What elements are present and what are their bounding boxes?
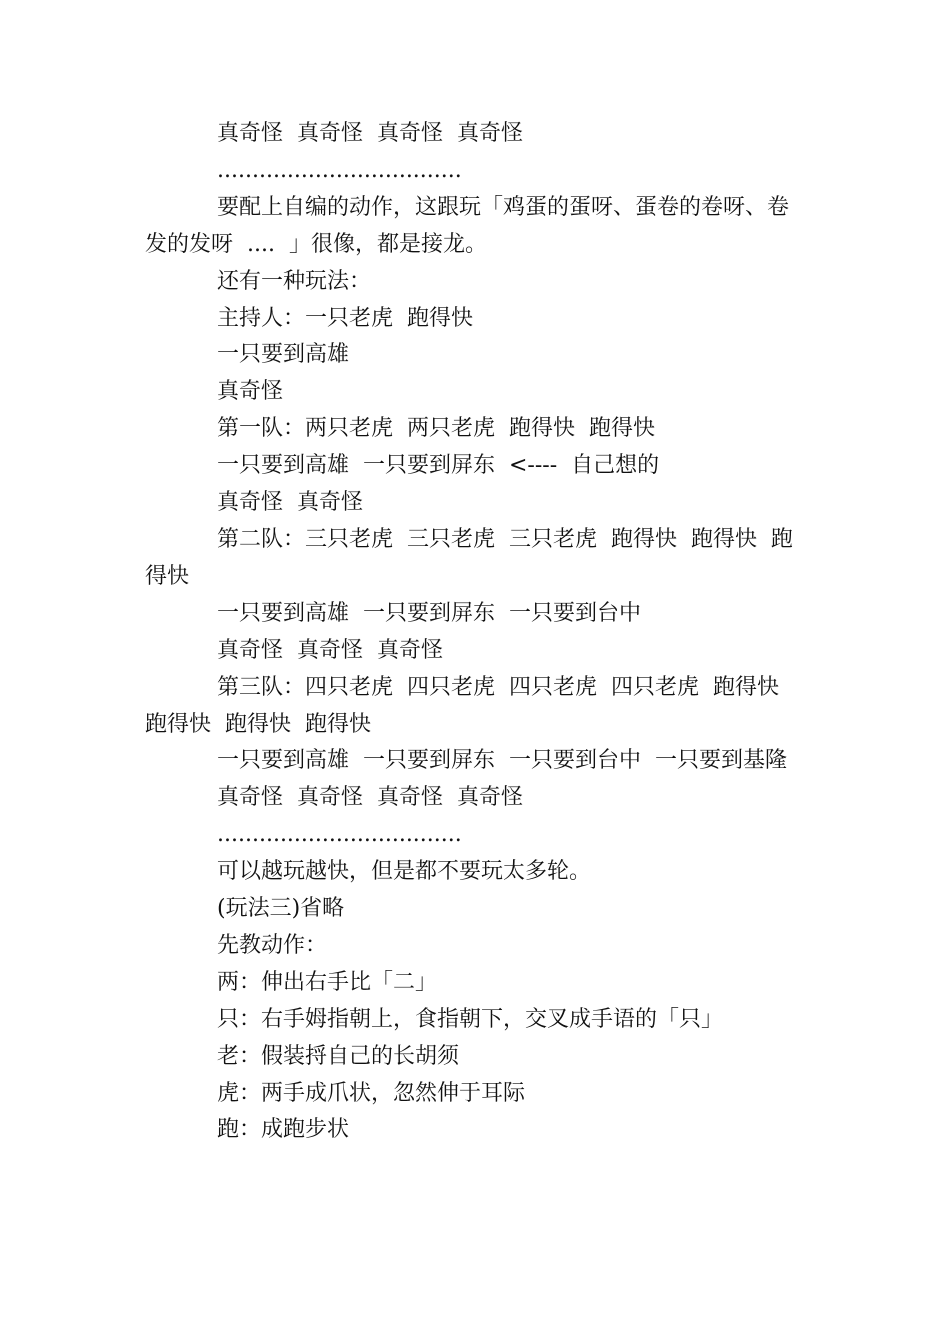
paragraph-team3-destination: 一只要到高雄 一只要到屏东 一只要到台中 一只要到基隆: [217, 748, 787, 774]
paragraph-speed-note: 可以越玩越快，但是都不要玩太多轮。: [217, 859, 592, 885]
paragraph-team1-destination: 一只要到高雄 一只要到屏东 <---- 自己想的: [217, 453, 660, 479]
paragraph-team1-line: 第一队：两只老虎 两只老虎 跑得快 跑得快: [217, 416, 655, 442]
paragraph-team2-destination: 一只要到高雄 一只要到屏东 一只要到台中: [217, 600, 641, 626]
paragraph-team3-line: 第三队：四只老虎 四只老虎 四只老虎 四只老虎 跑得快 跑得快 跑得快 跑得快: [145, 674, 793, 737]
paragraph-action-two: 两：伸出右手比「二」: [217, 969, 438, 995]
paragraph-dots-2: ...................................: [217, 822, 462, 848]
paragraph-team2-line: 第二队：三只老虎 三只老虎 三只老虎 跑得快 跑得快 跑得快: [145, 526, 793, 589]
paragraph-host-line: 主持人：一只老虎 跑得快: [217, 305, 473, 331]
paragraph-explanation: 要配上自编的动作，这跟玩「鸡蛋的蛋呀、蛋卷的卷呀、卷发的发呀 .... 」很像，都是接龙。: [145, 194, 790, 257]
paragraph-action-tiger: 虎：两手成爪状，忽然伸于耳际: [217, 1080, 526, 1106]
paragraph-team3-chant: 真奇怪 真奇怪 真奇怪 真奇怪: [217, 785, 523, 811]
paragraph-team1-chant: 真奇怪 真奇怪: [217, 490, 363, 516]
paragraph-host-destination: 一只要到高雄: [217, 342, 350, 368]
document-page: [145, 116, 805, 1149]
paragraph-chant-1: 真奇怪 真奇怪 真奇怪 真奇怪: [217, 121, 523, 146]
paragraph-teach-actions: 先教动作：: [217, 932, 328, 958]
paragraph-action-run: 跑：成跑步状: [217, 1117, 350, 1143]
paragraph-action-only: 只：右手姆指朝上，食指朝下，交叉成手语的「只」: [217, 1006, 724, 1032]
paragraph-method-three: (玩法三)省略: [217, 896, 345, 922]
paragraph-action-old: 老：假装捋自己的长胡须: [217, 1043, 460, 1069]
paragraph-another-way: 还有一种玩法：: [217, 268, 372, 294]
paragraph-host-chant: 真奇怪: [217, 379, 284, 405]
paragraph-dots-1: ...................................: [217, 157, 462, 183]
paragraph-team2-chant: 真奇怪 真奇怪 真奇怪: [217, 637, 443, 663]
